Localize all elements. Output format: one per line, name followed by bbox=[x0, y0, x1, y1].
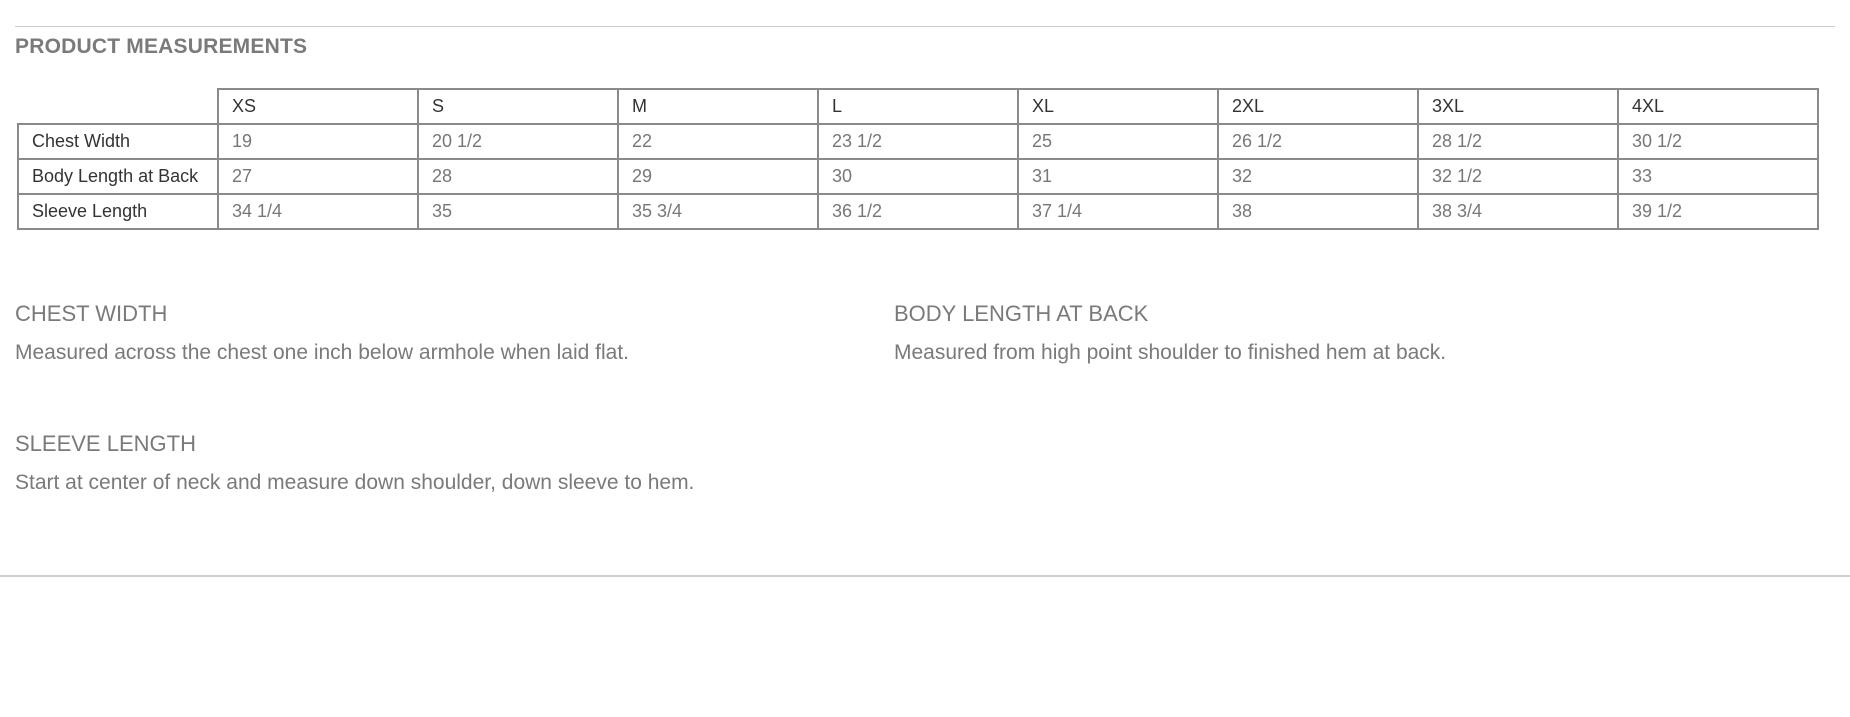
top-divider bbox=[15, 26, 1835, 27]
table-row bbox=[18, 124, 1818, 159]
table-cell: 30 1/2 bbox=[1618, 124, 1818, 159]
table-cell: 23 1/2 bbox=[818, 124, 1018, 159]
table-cell: 35 bbox=[418, 194, 618, 229]
table-cell: 27 bbox=[218, 159, 418, 194]
size-header: XL bbox=[1018, 89, 1218, 124]
table-cell: 30 bbox=[818, 159, 1018, 194]
table-corner-cell bbox=[18, 89, 218, 124]
row-label: Chest Width bbox=[18, 124, 218, 159]
table-cell: 36 1/2 bbox=[818, 194, 1018, 229]
table-cell: 19 bbox=[218, 124, 418, 159]
table-header-row bbox=[18, 89, 1818, 124]
size-header: S bbox=[418, 89, 618, 124]
chest-width-title: CHEST WIDTH bbox=[15, 301, 168, 326]
row-label: Body Length at Back bbox=[18, 159, 218, 194]
table-cell: 28 1/2 bbox=[1418, 124, 1618, 159]
sleeve-length-description: Start at center of neck and measure down shoulder, down sleeve to hem. bbox=[15, 471, 695, 494]
size-header: 3XL bbox=[1418, 89, 1618, 124]
table-cell: 34 1/4 bbox=[218, 194, 418, 229]
sleeve-length-title: SLEEVE LENGTH bbox=[15, 431, 196, 456]
table-row bbox=[18, 159, 1818, 194]
size-header: M bbox=[618, 89, 818, 124]
row-label: Sleeve Length bbox=[18, 194, 218, 229]
table-cell: 37 1/4 bbox=[1018, 194, 1218, 229]
section-title: PRODUCT MEASUREMENTS bbox=[15, 35, 308, 58]
size-header: 4XL bbox=[1618, 89, 1818, 124]
body-length-title: BODY LENGTH AT BACK bbox=[894, 301, 1149, 326]
table-cell: 35 3/4 bbox=[618, 194, 818, 229]
size-header: XS bbox=[218, 89, 418, 124]
table-cell: 32 bbox=[1218, 159, 1418, 194]
table-cell: 28 bbox=[418, 159, 618, 194]
measurements-table bbox=[17, 88, 1819, 230]
size-header: 2XL bbox=[1218, 89, 1418, 124]
table-cell: 39 1/2 bbox=[1618, 194, 1818, 229]
table-cell: 38 bbox=[1218, 194, 1418, 229]
table-cell: 25 bbox=[1018, 124, 1218, 159]
table-cell: 38 3/4 bbox=[1418, 194, 1618, 229]
size-header: L bbox=[818, 89, 1018, 124]
bottom-divider bbox=[0, 575, 1850, 577]
table-cell: 22 bbox=[618, 124, 818, 159]
table-cell: 29 bbox=[618, 159, 818, 194]
body-length-description: Measured from high point shoulder to finished hem at back. bbox=[894, 341, 1447, 364]
table-cell: 31 bbox=[1018, 159, 1218, 194]
table-cell: 26 1/2 bbox=[1218, 124, 1418, 159]
table-cell: 33 bbox=[1618, 159, 1818, 194]
table-cell: 20 1/2 bbox=[418, 124, 618, 159]
table-row bbox=[18, 194, 1818, 229]
chest-width-description: Measured across the chest one inch below armhole when laid flat. bbox=[15, 341, 630, 364]
table-cell: 32 1/2 bbox=[1418, 159, 1618, 194]
